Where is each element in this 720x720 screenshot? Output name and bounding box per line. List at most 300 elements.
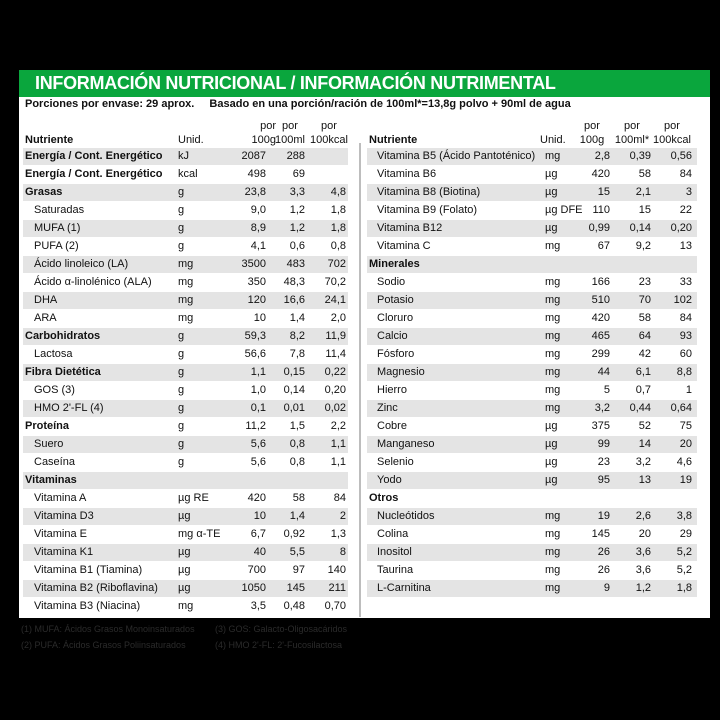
value-per-100kcal: 20: [679, 438, 692, 450]
nutrient-name: Vitamina B8 (Biotina): [377, 186, 481, 198]
nutrient-name: Saturadas: [34, 204, 85, 216]
nutrient-name: Vitamina B3 (Niacina): [34, 600, 141, 612]
value-per-100ml: 70: [638, 294, 651, 306]
nutrient-name: Vitamina A: [34, 492, 87, 504]
table-row: [23, 544, 348, 561]
table-row: [23, 274, 348, 291]
value-per-100ml: 1,4: [289, 312, 305, 324]
value-per-100ml: 14: [638, 438, 651, 450]
table-row: [23, 364, 348, 381]
column-divider: [359, 143, 361, 617]
value-per-100g: 299: [591, 348, 610, 360]
nutrient-name: Vitamina B1 (Tiamina): [34, 564, 143, 576]
nutrient-unit: mg: [545, 582, 561, 594]
nutrient-name: Vitamina B9 (Folato): [377, 204, 478, 216]
nutrient-unit: µg: [545, 222, 558, 234]
value-per-100g: 166: [591, 276, 610, 288]
value-per-100ml: 288: [286, 150, 305, 162]
table-row: [367, 346, 697, 363]
nutrient-unit: g: [178, 222, 185, 234]
table-row: [367, 292, 697, 309]
value-per-100g: 3,2: [594, 402, 610, 414]
value-per-100kcal: 60: [679, 348, 692, 360]
value-per-100ml: 48,3: [283, 276, 305, 288]
value-per-100ml: 0,01: [283, 402, 305, 414]
table-row: [23, 508, 348, 525]
value-per-100ml: 3,2: [635, 456, 651, 468]
value-per-100g: 15: [597, 186, 610, 198]
nutrient-name: HMO 2'-FL (4): [34, 402, 104, 414]
value-per-100kcal: 75: [679, 420, 692, 432]
table-row: [367, 238, 697, 255]
value-per-100g: 3,5: [250, 600, 266, 612]
value-per-100g: 40: [253, 546, 266, 558]
nutrient-unit: mg: [178, 294, 194, 306]
value-per-100g: 420: [591, 168, 610, 180]
table-row: [367, 274, 697, 291]
nutrient-unit: g: [178, 366, 185, 378]
value-per-100ml: 3,3: [289, 186, 305, 198]
table-row: [367, 418, 697, 435]
value-per-100g: 56,6: [244, 348, 266, 360]
nutrient-name: Vitamina E: [34, 528, 87, 540]
value-per-100ml: 58: [292, 492, 305, 504]
table-row: [367, 472, 697, 489]
nutrient-name: Colina: [377, 528, 409, 540]
value-per-100g: 99: [597, 438, 610, 450]
nutrient-unit: µg: [178, 510, 191, 522]
value-per-100kcal: 70,2: [324, 276, 346, 288]
value-per-100kcal: 19: [679, 474, 692, 486]
table-row: [367, 382, 697, 399]
nutrient-unit: g: [178, 456, 185, 468]
value-per-100kcal: 5,2: [676, 564, 692, 576]
nutrient-name: Magnesio: [377, 366, 425, 378]
table-row: [367, 490, 697, 507]
value-per-100ml: 5,5: [289, 546, 305, 558]
nutrient-unit: mg: [178, 312, 194, 324]
table-row: [367, 580, 697, 597]
value-per-100g: 2,8: [594, 150, 610, 162]
nutrient-unit: mg: [545, 510, 561, 522]
nutrient-name: Minerales: [369, 258, 420, 270]
value-per-100kcal: 93: [679, 330, 692, 342]
table-row: [367, 562, 697, 579]
value-per-100g: 465: [591, 330, 610, 342]
value-per-100kcal: 0,8: [330, 240, 346, 252]
value-per-100g: 26: [597, 546, 610, 558]
nutrient-unit: kcal: [178, 168, 198, 180]
value-per-100ml: 0,44: [629, 402, 651, 414]
value-per-100kcal: 11,4: [325, 348, 346, 360]
value-per-100g: 23: [597, 456, 610, 468]
nutrient-unit: g: [178, 186, 185, 198]
nutrient-name: Sodio: [377, 276, 406, 288]
nutrient-name: Proteína: [25, 420, 70, 432]
value-per-100g: 19: [597, 510, 610, 522]
value-per-100ml: 483: [286, 258, 305, 270]
nutrient-unit: g: [178, 402, 185, 414]
table-row: [23, 436, 348, 453]
table-row: [23, 220, 348, 237]
value-per-100ml: 15: [638, 204, 651, 216]
table-row: [23, 382, 348, 399]
table-row: [23, 184, 348, 201]
value-per-100g: 145: [591, 528, 610, 540]
value-per-100kcal: 4,6: [676, 456, 692, 468]
value-per-100ml: 0,92: [283, 528, 305, 540]
table-row: [23, 418, 348, 435]
nutrient-name: Caseína: [34, 456, 75, 468]
nutrient-unit: mg α-TE: [178, 528, 221, 540]
table-row: [23, 292, 348, 309]
nutrient-unit: mg: [545, 150, 561, 162]
nutrient-name: Energía / Cont. Energético: [25, 168, 163, 180]
nutrient-unit: mg: [545, 276, 561, 288]
nutrient-unit: mg: [545, 330, 561, 342]
nutrient-unit: mg: [545, 402, 561, 414]
value-per-100ml: 20: [638, 528, 651, 540]
value-per-100ml: 2,6: [635, 510, 651, 522]
value-per-100kcal: 0,20: [324, 384, 346, 396]
nutrient-name: Energía / Cont. Energético: [25, 150, 163, 162]
value-per-100kcal: 702: [327, 258, 346, 270]
value-per-100g: 5,6: [250, 438, 266, 450]
value-per-100g: 1,0: [250, 384, 266, 396]
value-per-100kcal: 1: [685, 384, 692, 396]
value-per-100ml: 0,15: [283, 366, 305, 378]
nutrient-name: Vitamina B12: [377, 222, 443, 234]
nutrient-unit: µg: [545, 420, 558, 432]
nutrient-unit: mg: [545, 312, 561, 324]
table-row: [367, 184, 697, 201]
nutrient-name: L-Carnitina: [377, 582, 431, 594]
value-per-100ml: 3,6: [635, 546, 651, 558]
value-per-100g: 110: [592, 204, 610, 216]
value-per-100ml: 9,2: [635, 240, 651, 252]
nutrient-unit: g: [178, 204, 185, 216]
nutrient-unit: mg: [545, 546, 561, 558]
servings-per-container: Porciones por envase: 29 aprox.: [25, 98, 195, 110]
nutrient-unit: µg: [545, 474, 558, 486]
right-header-per100ml: por 100ml*: [614, 120, 650, 146]
nutrient-unit: µg: [545, 168, 558, 180]
nutrient-unit: mg: [545, 564, 561, 576]
table-row: [23, 472, 348, 489]
nutrient-name: Cloruro: [377, 312, 414, 324]
value-per-100ml: 58: [638, 168, 651, 180]
table-row: [367, 202, 697, 219]
value-per-100kcal: 5,2: [676, 546, 692, 558]
table-row: [367, 364, 697, 381]
value-per-100g: 10: [253, 312, 266, 324]
value-per-100kcal: 33: [679, 276, 692, 288]
nutrient-name: Zinc: [377, 402, 398, 414]
value-per-100g: 2087: [241, 150, 266, 162]
table-row: [367, 148, 697, 165]
value-per-100ml: 1,2: [289, 204, 305, 216]
value-per-100g: 700: [247, 564, 266, 576]
value-per-100ml: 8,2: [289, 330, 305, 342]
value-per-100ml: 23: [638, 276, 651, 288]
nutrient-name: Carbohidratos: [25, 330, 101, 342]
value-per-100kcal: 2: [339, 510, 346, 522]
nutrient-unit: µg DFE: [545, 204, 583, 216]
value-per-100kcal: 0,22: [324, 366, 346, 378]
table-row: [23, 238, 348, 255]
nutrient-unit: g: [178, 330, 185, 342]
value-per-100kcal: 1,8: [330, 222, 346, 234]
nutrient-name: Ácido α-linolénico (ALA): [34, 276, 152, 288]
nutrient-name: Potasio: [377, 294, 414, 306]
table-row: [367, 328, 697, 345]
left-header-per100kcal: por 100kcal: [310, 120, 348, 146]
value-per-100kcal: 22: [679, 204, 692, 216]
table-row: [23, 202, 348, 219]
nutrient-unit: µg: [178, 564, 191, 576]
nutrient-unit: mg: [545, 384, 561, 396]
value-per-100kcal: 0,56: [670, 150, 692, 162]
value-per-100g: 9: [603, 582, 610, 594]
value-per-100ml: 7,8: [289, 348, 305, 360]
nutrient-name: Fibra Dietética: [25, 366, 101, 378]
nutrient-unit: g: [178, 384, 185, 396]
nutrient-unit: g: [178, 348, 185, 360]
nutrient-name: Taurina: [377, 564, 414, 576]
serving-info: [25, 98, 571, 110]
value-per-100kcal: 8: [339, 546, 346, 558]
table-row: [367, 526, 697, 543]
right-header-per100g: por 100g: [579, 120, 605, 146]
value-per-100ml: 69: [292, 168, 305, 180]
nutrient-name: Hierro: [377, 384, 407, 396]
value-per-100ml: 0,8: [289, 438, 305, 450]
value-per-100g: 120: [247, 294, 266, 306]
value-per-100ml: 16,6: [283, 294, 305, 306]
nutrient-name: Vitamina B6: [377, 168, 437, 180]
nutrient-unit: mg: [178, 276, 194, 288]
nutrient-name: Inositol: [377, 546, 412, 558]
value-per-100g: 0,1: [250, 402, 266, 414]
table-row: [23, 310, 348, 327]
value-per-100kcal: 11,9: [325, 330, 346, 342]
table-row: [367, 166, 697, 183]
nutrient-name: Vitaminas: [25, 474, 77, 486]
nutrient-unit: g: [178, 438, 185, 450]
value-per-100g: 375: [591, 420, 610, 432]
table-row: [23, 526, 348, 543]
nutrient-unit: µg: [178, 582, 191, 594]
value-per-100kcal: 1,1: [330, 438, 346, 450]
value-per-100ml: 0,8: [289, 456, 305, 468]
value-per-100g: 5: [603, 384, 610, 396]
nutrient-name: Suero: [34, 438, 64, 450]
nutrient-name: Ácido linoleico (LA): [34, 258, 129, 270]
nutrient-name: Fósforo: [377, 348, 415, 360]
value-per-100g: 510: [591, 294, 610, 306]
value-per-100kcal: 13: [679, 240, 692, 252]
table-row: [23, 562, 348, 579]
nutrient-name: Manganeso: [377, 438, 435, 450]
table-row: [367, 436, 697, 453]
table-row: [367, 508, 697, 525]
table-row: [23, 598, 348, 615]
serving-basis: Basado en una porción/ración de 100ml*=13,8g polvo + 90ml de agua: [209, 98, 571, 110]
nutrient-name: Nucleótidos: [377, 510, 435, 522]
value-per-100kcal: 84: [679, 312, 692, 324]
footnote-1: (1) MUFA: Ácidos Grasos Monoinsaturados: [21, 624, 195, 634]
value-per-100ml: 0,48: [283, 600, 305, 612]
value-per-100kcal: 1,1: [330, 456, 346, 468]
right-header-nutrient: Nutriente: [369, 134, 418, 146]
nutrient-unit: µg: [545, 438, 558, 450]
value-per-100ml: 42: [638, 348, 651, 360]
value-per-100ml: 1,5: [289, 420, 305, 432]
value-per-100kcal: 24,1: [324, 294, 346, 306]
table-row: [367, 310, 697, 327]
nutrient-unit: µg RE: [178, 492, 209, 504]
value-per-100kcal: 140: [327, 564, 346, 576]
value-per-100ml: 6,1: [635, 366, 651, 378]
value-per-100kcal: 102: [673, 294, 692, 306]
right-header-per100kcal: por 100kcal: [653, 120, 691, 146]
value-per-100ml: 64: [638, 330, 651, 342]
table-row: [23, 454, 348, 471]
value-per-100kcal: 2,0: [330, 312, 346, 324]
value-per-100ml: 0,7: [635, 384, 651, 396]
value-per-100kcal: 8,8: [676, 366, 692, 378]
value-per-100kcal: 1,8: [330, 204, 346, 216]
value-per-100kcal: 1,8: [676, 582, 692, 594]
value-per-100kcal: 3,8: [676, 510, 692, 522]
nutrient-unit: g: [178, 420, 185, 432]
nutrient-name: Calcio: [377, 330, 408, 342]
value-per-100kcal: 0,20: [670, 222, 692, 234]
table-row: [23, 400, 348, 417]
value-per-100ml: 3,6: [635, 564, 651, 576]
nutrient-name: Vitamina B2 (Riboflavina): [34, 582, 158, 594]
table-row: [23, 346, 348, 363]
value-per-100g: 10: [253, 510, 266, 522]
nutrient-unit: mg: [545, 366, 561, 378]
value-per-100ml: 97: [292, 564, 305, 576]
table-row: [23, 256, 348, 273]
table-row: [367, 544, 697, 561]
value-per-100kcal: 0,70: [324, 600, 346, 612]
value-per-100ml: 0,14: [629, 222, 651, 234]
value-per-100g: 44: [597, 366, 610, 378]
nutrient-unit: mg: [545, 294, 561, 306]
nutrient-name: Yodo: [377, 474, 402, 486]
nutrient-unit: g: [178, 240, 185, 252]
nutrient-unit: mg: [545, 240, 561, 252]
value-per-100g: 1050: [241, 582, 266, 594]
value-per-100g: 4,1: [250, 240, 266, 252]
value-per-100ml: 0,6: [289, 240, 305, 252]
value-per-100g: 3500: [241, 258, 266, 270]
footnote-4: (4) HMO 2'-FL: 2'-Fucosilactosa: [215, 640, 342, 650]
value-per-100g: 1,1: [250, 366, 266, 378]
value-per-100ml: 13: [638, 474, 651, 486]
value-per-100kcal: 84: [679, 168, 692, 180]
value-per-100g: 8,9: [250, 222, 266, 234]
value-per-100kcal: 211: [328, 582, 346, 594]
value-per-100kcal: 4,8: [330, 186, 346, 198]
right-header-unit: Unid.: [540, 134, 566, 146]
value-per-100g: 95: [597, 474, 610, 486]
footnote-3: (3) GOS: Galacto-Oligosacáridos: [215, 624, 348, 634]
value-per-100kcal: 0,02: [324, 402, 346, 414]
value-per-100g: 23,8: [244, 186, 266, 198]
value-per-100ml: 0,14: [283, 384, 305, 396]
value-per-100ml: 1,4: [289, 510, 305, 522]
value-per-100kcal: 84: [333, 492, 346, 504]
footnote-2: (2) PUFA: Ácidos Grasos Poliinsaturados: [21, 640, 186, 650]
value-per-100g: 498: [247, 168, 266, 180]
value-per-100ml: 2,1: [635, 186, 651, 198]
nutrient-name: PUFA (2): [34, 240, 79, 252]
table-row: [23, 148, 348, 165]
value-per-100g: 6,7: [250, 528, 266, 540]
nutrient-unit: mg: [545, 348, 561, 360]
nutrient-name: ARA: [34, 312, 57, 324]
nutrient-name: Otros: [369, 492, 399, 504]
nutrient-name: Vitamina D3: [34, 510, 94, 522]
value-per-100g: 420: [247, 492, 266, 504]
value-per-100g: 11,2: [245, 420, 266, 432]
table-row: [367, 454, 697, 471]
nutrient-name: Grasas: [25, 186, 63, 198]
value-per-100ml: 58: [638, 312, 651, 324]
table-row: [23, 328, 348, 345]
value-per-100ml: 145: [286, 582, 305, 594]
nutrition-title: INFORMACIÓN NUTRICIONAL / INFORMACIÓN NUTRIMENTAL: [19, 70, 710, 97]
left-header-per100g: por 100g: [251, 120, 276, 146]
table-row: [367, 256, 697, 273]
nutrient-name: Cobre: [377, 420, 407, 432]
value-per-100kcal: 29: [679, 528, 692, 540]
table-row: [23, 166, 348, 183]
nutrient-unit: µg: [545, 456, 558, 468]
left-header-per100ml: por 100ml: [275, 120, 305, 146]
value-per-100kcal: 0,64: [670, 402, 692, 414]
nutrient-unit: µg: [178, 546, 191, 558]
table-row: [23, 580, 348, 597]
nutrient-unit: mg: [178, 600, 194, 612]
value-per-100ml: 1,2: [289, 222, 305, 234]
nutrient-name: Vitamina C: [377, 240, 431, 252]
table-row: [23, 490, 348, 507]
nutrient-name: MUFA (1): [34, 222, 81, 234]
value-per-100g: 59,3: [244, 330, 266, 342]
nutrient-unit: mg: [545, 528, 561, 540]
table-row: [367, 400, 697, 417]
value-per-100g: 350: [247, 276, 266, 288]
value-per-100g: 9,0: [250, 204, 266, 216]
value-per-100ml: 52: [638, 420, 651, 432]
nutrient-unit: µg: [545, 186, 558, 198]
value-per-100g: 67: [597, 240, 610, 252]
value-per-100kcal: 1,3: [330, 528, 346, 540]
nutrient-name: DHA: [34, 294, 58, 306]
value-per-100g: 5,6: [250, 456, 266, 468]
nutrient-unit: kJ: [178, 150, 189, 162]
table-row: [367, 220, 697, 237]
nutrient-name: Vitamina K1: [34, 546, 94, 558]
nutrient-name: Lactosa: [34, 348, 73, 360]
value-per-100g: 26: [597, 564, 610, 576]
nutrient-name: Selenio: [377, 456, 414, 468]
